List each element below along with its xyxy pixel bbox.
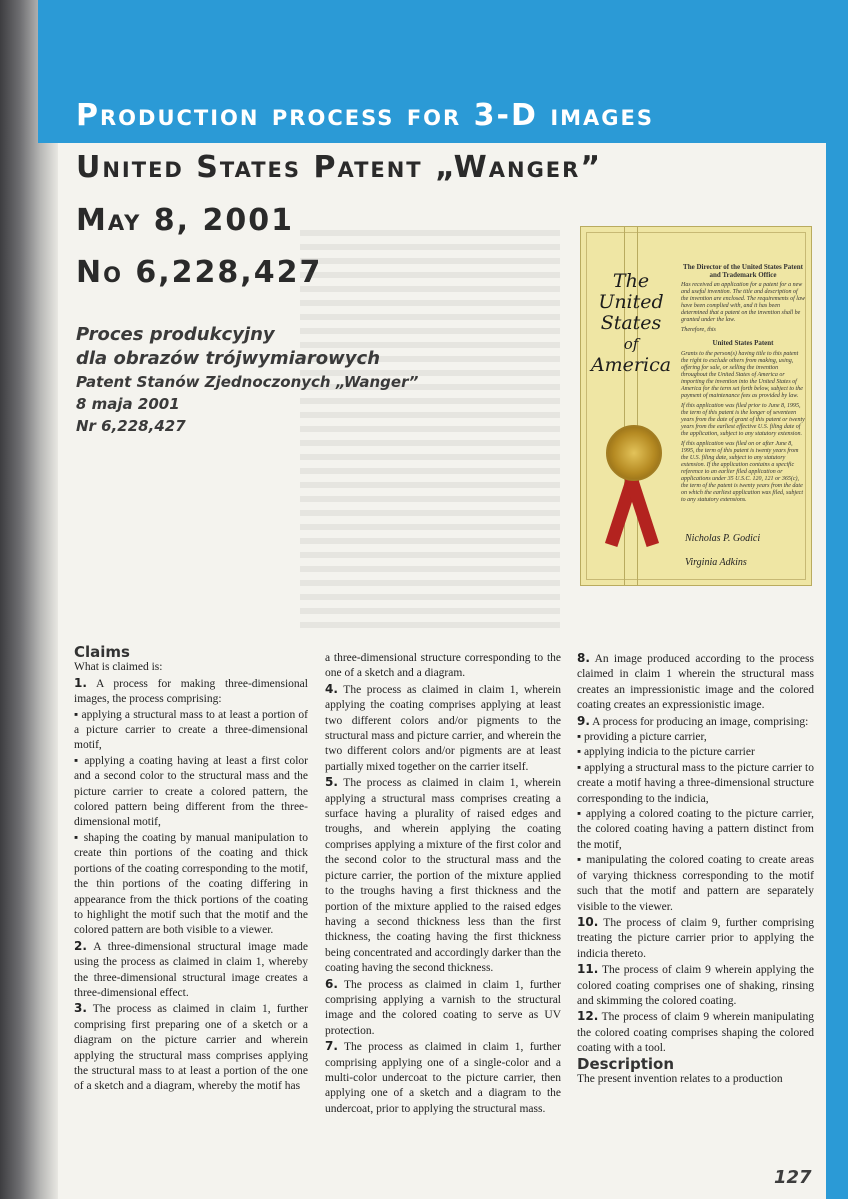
seal-word: United [598, 291, 664, 313]
claim-2 [74, 939, 308, 1002]
seal-word: The [612, 270, 650, 292]
claim-5 [325, 775, 561, 976]
certificate-text [681, 263, 805, 504]
patent-certificate-image [580, 226, 812, 586]
claims-intro: What is claimed is: [74, 661, 163, 674]
claim-bullet: ▪ providing a picture carrier, [577, 731, 707, 744]
headline-patent: United States Patent „Wanger” [76, 150, 603, 185]
claim-1 [74, 676, 308, 708]
claim-text: The process of claim 9 wherein manipulating the colored coating comprises shaping the colored coating with a tool. [577, 1011, 814, 1055]
claim-number: 7. [325, 1039, 338, 1054]
claim-bullet: ▪ manipulating the colored coating to create areas of varying thickness corresponding to the motif such that the motif and pattern are separately visible to the viewer. [577, 854, 814, 913]
subtitle-line: Proces produkcyjny [76, 324, 275, 345]
claim-number: 5. [325, 775, 338, 790]
claim-text: The process as claimed in claim 1, wherein applying a structural mass comprises creating a surface having a plurality of raised edges and troughs, and wherein applying the coating comprises applying a mixture of the first color and the second color to the structural mass and the picture carrier, the portion of the mixture applied to the troughs having a first thickness and the portion of the mixture applied to the raised edges having a second thickness less than the first thickness, the coating having the first thickness being concentrated and accordingly darker than the coating having the second thickness. [325, 777, 561, 975]
claim-3 [74, 1001, 308, 1094]
claim-number: 11. [577, 962, 599, 977]
certificate-patent-title: United States Patent [712, 339, 774, 347]
polish-subtitle [76, 323, 418, 437]
claim-bullet: ▪ applying indicia to the picture carrier [577, 746, 755, 759]
claim-text: A process for making three-dimensional images, the process comprising: [74, 677, 308, 706]
claim-text: A process for producing an image, comprising: [589, 715, 809, 728]
claim-4 [325, 682, 561, 775]
claim-6 [325, 977, 561, 1040]
text-column-3 [577, 651, 814, 1087]
headline-number: No 6,228,427 [76, 255, 323, 290]
certificate-director-title: The Director of the United States Patent and Trademark Office [683, 263, 803, 279]
claim-bullet: ▪ shaping the coating by manual manipulation to create thin portions of the coating and thick portions of the coating corresponding to the motif, the thin portions of the coating differing in appearance from the thick portions of the coating to highlight the motif such that the motif and the colored pattern are both visible to a viewer. [74, 831, 308, 937]
right-edge-band [826, 143, 848, 1199]
claim-number: 12. [577, 1009, 599, 1024]
claim-3-continued: a three-dimensional structure corresponding to the one of a sketch and a diagram. [325, 652, 561, 680]
page-number: 127 [774, 1167, 812, 1188]
certificate-therefore: Therefore, this [681, 327, 716, 333]
certificate-paragraph: Grants to the person(s) having title to this patent the right to exclude others from making, using, offering for sale, or selling the invention throughout the United States of America or importing the invention into the United States of America for the term set forth below, subject to the payment of maintenance fees as provided by law. [681, 351, 803, 399]
claim-text: The process as claimed in claim 1, further comprising applying one of a single-color and a multi-color undercoat to the picture carrier, then applying one of a sketch and a diagram to the undercoat, prior to applying the structural mass. [325, 1041, 561, 1115]
claim-text: The process of claim 9, further comprising treating the picture carrier prior to applying the indicia thereto. [577, 916, 814, 960]
seal-word: America [590, 354, 672, 376]
certificate-paragraph: If this application was filed prior to June 8, 1995, the term of this patent is the longer of seventeen years from the date of grant of this patent or twenty years from the earliest effective U.S. filing date of the application, subject to any statutory extension. [681, 403, 805, 437]
subtitle-line: 8 maja 2001 [76, 395, 180, 413]
certificate-paragraph: If this application was filed on or after June 8, 1995, the term of this patent is twenty years from the U.S. filing date, subject to any statutory extension. If the application contains a specific reference to an earlier filed application or applications under 35 U.S.C. 120, 121 or 365(c), the term of the patent is twenty years from the date on which the earliest application was filed, subject to any statutory extensions. [681, 441, 803, 503]
seal-word: States [600, 312, 662, 334]
claim-number: 4. [325, 681, 338, 696]
certificate-paragraph: Has received an application for a patent for a new and useful invention. The title and description of the invention are enclosed. The requirements of law have been complied with, and it has been determined that a patent on the invention shall be granted under the law. [681, 282, 805, 323]
claim-number: 10. [577, 914, 599, 929]
claim-number: 9. [577, 713, 590, 728]
seal-word: of [623, 335, 639, 353]
book-spine-shadow [0, 0, 58, 1199]
claim-number: 8. [577, 651, 590, 665]
description-heading: Description [577, 1054, 675, 1073]
description-text: The present invention relates to a production [577, 1072, 783, 1085]
claim-7 [325, 1039, 561, 1117]
claim-10 [577, 915, 814, 962]
claim-number: 1. [74, 675, 87, 690]
claim-bullet: ▪ applying a structural mass to at least a portion of a picture carrier to create a three-dimensional motif, [74, 708, 308, 752]
signature: Virginia Adkins [685, 557, 747, 568]
text-column-2 [325, 651, 561, 1117]
claims-heading: Claims [74, 643, 130, 661]
claim-text: The process as claimed in claim 1, further comprising first preparing one of a sketch or a diagram on the picture carrier and wherein applying the structural mass comprises applying the structural mass to at least a portion of the one of a sketch and a diagram, whereby the motif has [74, 1003, 308, 1093]
claim-9 [577, 714, 814, 730]
certificate-seal-title [589, 271, 673, 376]
claim-8 [577, 651, 814, 714]
claim-11 [577, 962, 814, 1009]
text-column-1 [74, 645, 308, 1095]
claim-text: A three-dimensional structural image made using the process as claimed in claim 1, whereby the three-dimensional structural image creates a three-dimensional effect. [74, 940, 308, 999]
subtitle-line: Nr 6,228,427 [76, 417, 186, 435]
subtitle-line: Patent Stanów Zjednoczonych „Wanger” [76, 373, 419, 391]
banner-title: Production process for 3-D images [76, 98, 654, 133]
claim-bullet: ▪ applying a coating having at least a first color and a second color to the structural mass and the picture carrier to create a colored pattern, the colored pattern being different from the three-dimensional motif, [74, 754, 308, 829]
claim-number: 6. [325, 976, 338, 991]
subtitle-line: dla obrazów trójwymiarowych [76, 348, 381, 369]
claim-text: The process as claimed in claim 1, further comprising applying a varnish to the structural image and the colored coating to serve as UV protection. [325, 978, 561, 1037]
gold-seal-icon [606, 425, 662, 481]
claim-text: An image produced according to the process claimed in claim 1 wherein the structural mass creates an impressionistic image and the colored coating creates an expressionistic image. [577, 653, 814, 712]
claim-number: 3. [74, 1001, 87, 1016]
headline-date: May 8, 2001 [76, 203, 294, 238]
claim-12 [577, 1009, 814, 1056]
claim-text: The process of claim 9 wherein applying the colored coating comprises one of shaking, rinsing and skimming the colored coating. [577, 964, 814, 1007]
claim-bullet: ▪ applying a colored coating to the picture carrier, the colored coating having a pattern distinct from the motif, [577, 808, 814, 851]
signature: Nicholas P. Godici [685, 533, 761, 544]
claim-text: The process as claimed in claim 1, wherein applying the coating comprises applying at least two different colors and/or pigments to the structural mass and picture carrier, and wherein the two different colors and/or pigments are at least partially mixed together on the carrier itself. [325, 683, 561, 773]
claim-number: 2. [74, 938, 87, 953]
claim-bullet: ▪ applying a structural mass to the picture carrier to create a motif having a three-dimensional structure corresponding to the indicia, [577, 761, 814, 805]
